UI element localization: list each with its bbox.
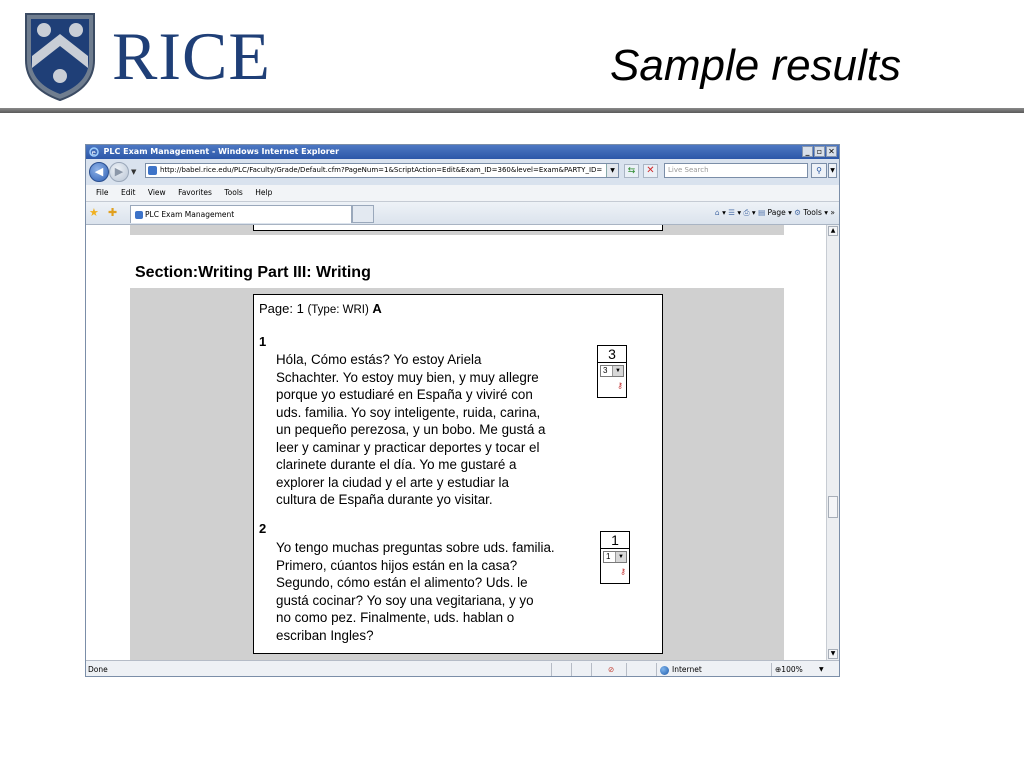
print-icon[interactable]: ⎙ <box>743 208 750 217</box>
zoom-level[interactable]: ⊕100% <box>775 665 803 674</box>
feeds-icon[interactable]: ☰ <box>728 208 735 217</box>
header-divider <box>0 108 1024 113</box>
window-title: PLC Exam Management - Windows Internet Explorer <box>103 147 340 156</box>
question-number: 2 <box>259 521 267 536</box>
search-options-dropdown-icon[interactable]: ▼ <box>828 163 837 178</box>
tools-gear-icon: ⚙ <box>794 208 801 217</box>
refresh-button[interactable]: ⇆ <box>624 164 639 178</box>
answer-line: explorer la ciudad y el arte y estudiar la <box>276 474 509 490</box>
tab-label: PLC Exam Management <box>145 210 235 219</box>
score-select-value: 1 <box>606 552 611 561</box>
search-icon[interactable]: ⚲ <box>811 163 827 178</box>
question-number: 1 <box>259 334 267 349</box>
status-divider <box>626 663 627 676</box>
status-divider <box>591 663 592 676</box>
globe-icon <box>660 666 669 675</box>
scroll-thumb[interactable] <box>828 496 838 518</box>
answer-text <box>276 539 555 644</box>
section-heading: Section:Writing Part III: Writing <box>135 264 371 281</box>
score-value: 3 <box>598 346 626 363</box>
zone-label: Internet <box>672 665 702 674</box>
title-bar <box>86 145 839 159</box>
answer-line: Hóla, Cómo estás? Yo estoy Ariela <box>276 352 482 367</box>
answer-line: Schachter. Yo estoy muy bien, y muy allegre <box>276 369 539 385</box>
answer-line: un pequeño perezosa, y un bobo. Me gustá a <box>276 422 546 437</box>
zoom-value: 100% <box>781 665 803 674</box>
status-divider <box>771 663 772 676</box>
rice-logo-text: RICE <box>112 18 271 94</box>
score-box <box>600 531 630 584</box>
address-input[interactable] <box>145 163 619 178</box>
new-tab-button[interactable] <box>352 205 374 223</box>
status-divider <box>656 663 657 676</box>
tools-menu[interactable]: Tools <box>803 208 822 217</box>
address-bar-row <box>86 159 839 185</box>
score-select[interactable] <box>600 365 624 377</box>
favorites-star-icon[interactable]: ★ <box>89 206 99 219</box>
stop-button[interactable]: ✕ <box>643 164 658 178</box>
minimize-button[interactable]: _ <box>802 146 813 157</box>
chevron-down-icon[interactable]: ▼ <box>615 552 626 562</box>
tab-plc-exam-management[interactable] <box>130 205 352 223</box>
status-text: Done <box>88 665 108 674</box>
page-header <box>259 301 382 316</box>
page-label: Page: 1 <box>259 301 304 316</box>
scroll-up-icon[interactable]: ▲ <box>828 226 838 236</box>
close-button[interactable]: ✕ <box>826 146 837 157</box>
history-dropdown-icon[interactable]: ▼ <box>131 168 137 176</box>
vertical-scrollbar[interactable] <box>826 225 839 660</box>
slide-title: Sample results <box>610 41 902 90</box>
menu-file[interactable]: File <box>96 188 109 197</box>
answer-line: Primero, cúantos hijos están en la casa? <box>276 557 518 573</box>
home-icon[interactable]: ⌂ <box>714 208 720 217</box>
maximize-button[interactable]: ▫ <box>814 146 825 157</box>
add-favorites-icon[interactable]: ✚ <box>108 206 118 219</box>
menu-tools[interactable]: Tools <box>224 188 243 197</box>
browser-window <box>85 144 840 677</box>
answer-line: clarinete durante el día. Yo me gustaré a <box>276 457 517 472</box>
status-divider <box>551 663 552 676</box>
chevron-down-icon[interactable]: ▼ <box>612 366 623 376</box>
svg-text:e: e <box>91 149 96 157</box>
page-menu-icon: ▤ <box>758 208 766 217</box>
menu-favorites[interactable]: Favorites <box>178 188 212 197</box>
page-content <box>86 225 826 660</box>
answer-line: porque yo estudiaré en España y viviré con <box>276 387 533 402</box>
page-menu[interactable]: Page <box>767 208 786 217</box>
score-select[interactable] <box>603 551 627 563</box>
menu-bar <box>86 185 839 202</box>
status-bar <box>86 660 839 677</box>
menu-view[interactable]: View <box>147 188 166 197</box>
answer-line: Yo tengo muchas preguntas sobre uds. familia. <box>276 540 555 555</box>
url-text: http://babel.rice.edu/PLC/Faculty/Grade/Default.cfm?PageNum=1&ScriptAction=Edit&Exam_ID=360&level=Exam&PARTY_ID= <box>160 166 603 174</box>
key-icon[interactable]: ⚷ <box>617 381 623 390</box>
answer-line: gustá cocinar? Yo soy una vegitariana, y yo <box>276 592 534 608</box>
menu-edit[interactable]: Edit <box>120 188 136 197</box>
answer-text <box>276 351 546 509</box>
score-box <box>597 345 627 398</box>
page-version: A <box>372 301 382 316</box>
search-input[interactable]: Live Search <box>664 163 808 178</box>
page-type: (Type: WRI) <box>307 304 369 316</box>
tab-bar <box>86 202 839 225</box>
score-select-value: 3 <box>603 366 608 375</box>
tab-ie-icon <box>135 211 143 219</box>
protected-mode-icon: ⊘ <box>608 665 615 674</box>
rice-shield-logo <box>22 10 98 102</box>
security-zone <box>660 661 702 677</box>
previous-question-box <box>253 225 663 231</box>
answer-line: uds. familia. Yo soy inteligente, ruida, carina, <box>276 404 541 420</box>
back-button[interactable]: ◀ <box>89 162 109 182</box>
key-icon[interactable]: ⚷ <box>620 567 626 576</box>
menu-help[interactable]: Help <box>255 188 273 197</box>
answer-line: no como pez. Finalmente, uds. hablan o <box>276 610 515 625</box>
ie-icon <box>89 147 99 157</box>
scroll-down-icon[interactable]: ▼ <box>828 649 838 659</box>
forward-button[interactable]: ▶ <box>109 162 129 182</box>
answer-line: Segundo, cómo están el alimento? Uds. le <box>276 575 528 590</box>
page-icon <box>148 166 157 175</box>
score-value: 1 <box>601 532 629 549</box>
question-page-box <box>253 294 663 654</box>
answer-line: escriban Ingles? <box>276 627 374 643</box>
answer-line: leer y caminar y practicar deportes y tocar el <box>276 439 540 455</box>
status-divider <box>571 663 572 676</box>
address-dropdown-icon[interactable]: ▼ <box>606 164 618 177</box>
command-bar: ⌂ ▾ ☰ ▾ ⎙ ▾ ▤ Page ▾ ⚙ Tools ▾ » <box>714 208 835 217</box>
zoom-dropdown-icon[interactable]: ▼ <box>819 666 824 673</box>
answer-line: cultura de España durante yo visitar. <box>276 492 493 507</box>
